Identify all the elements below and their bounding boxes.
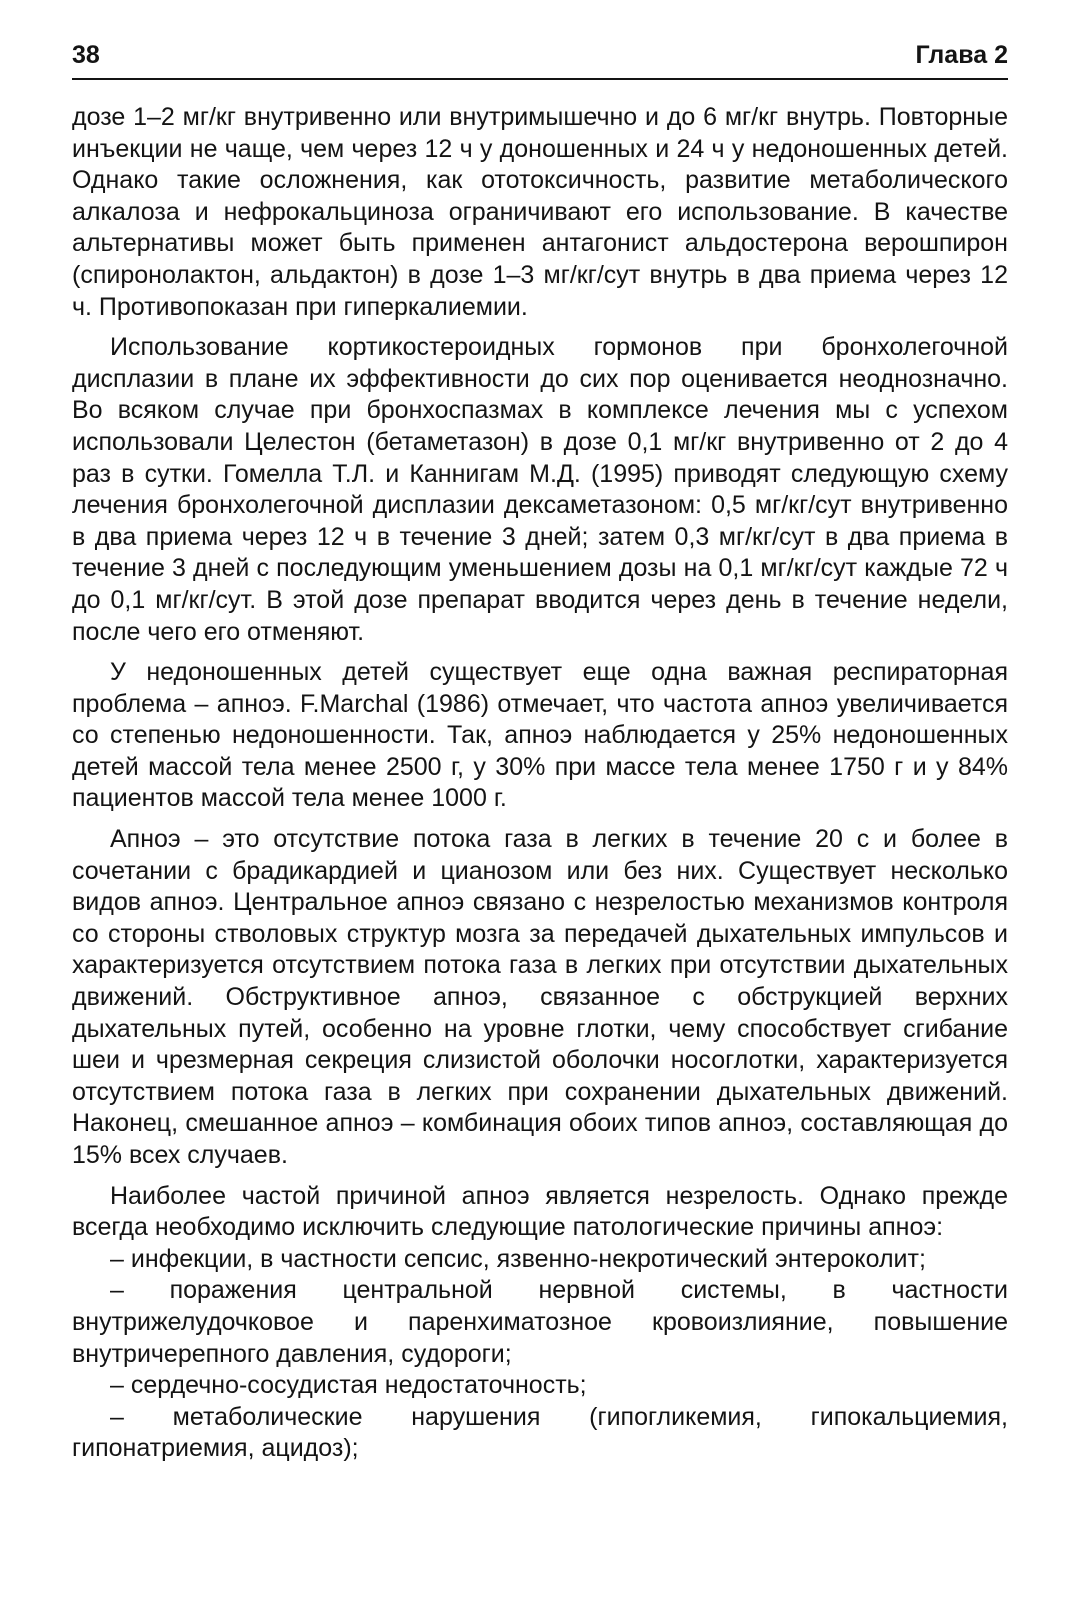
list-item: – сердечно-сосудистая недостаточность; [110, 1371, 587, 1400]
chapter-title: Глава 2 [915, 41, 1008, 69]
running-head [72, 40, 1008, 80]
paragraph: У недоношенных детей существует еще одна важная респираторная проблема – апноэ. F.Marchal (1986) отмечает, что частота апноэ увеличивается со степенью недоношенности. Так, апноэ наблюдается у 25% недоношенных детей массой тела менее 2500 г, у 30% при массе тела менее 1750 г и у 84% пациентов массой тела менее 1000 г. [72, 658, 1008, 813]
body-text [72, 102, 1008, 1465]
paragraph: Апноэ – это отсутствие потока газа в легких в течение 20 с и более в сочетании с брадикардией и цианозом или без них. Существует несколько видов апноэ. Центральное апноэ связано с незрелостью механизмов контроля со стороны стволовых структур мозга за передачей дыхательных импульсов и характеризуется отсутствием потока газа в легких при отсутствии дыхательных движений. Обструктивное апноэ, связанное с обструкцией верхних дыхательных путей, особенно на уровне глотки, чему способствует сгибание шеи и чрезмерная секреция слизистой оболочки носоглотки, характеризуется отсутствием потока газа в легких при сохранении дыхательных движений. Наконец, смешанное апноэ – комбинация обоих типов апноэ, составляющая до 15% всех случаев. [72, 825, 1008, 1169]
paragraph: Наиболее частой причиной апноэ является незрелость. Однако прежде всегда необходимо исключить следующие патологические причины апноэ: [72, 1181, 1008, 1242]
page-number: 38 [72, 41, 100, 69]
book-page [72, 40, 1008, 1465]
paragraph: дозе 1–2 мг/кг внутривенно или внутримышечно и до 6 мг/кг внутрь. Повторные инъекции не чаще, чем через 12 ч у доношенных и 24 ч у недоношенных детей. Однако такие осложнения, как ототоксичность, развитие метаболического алкалоза и нефрокальциноза ограничивают его использование. В качестве альтернативы может быть применен антагонист альдостерона верошпирон (спиронолактон, альдактон) в дозе 1–3 мг/кг/сут внутрь в два приема через 12 ч. Противопоказан при гиперкалиемии. [72, 103, 1008, 321]
paragraph: Использование кортикостероидных гормонов при бронхолегочной дисплазии в плане их эффективности до сих пор оценивается неоднозначно. Во всяком случае при бронхоспазмах в комплексе лечения мы с успехом использовали Целестон (бетаметазон) в дозе 0,1 мг/кг внутривенно от 2 до 4 раз в сутки. Гомелла Т.Л. и Каннигам М.Д. (1995) приводят следующую схему лечения бронхолегочной дисплазии дексаметазоном: 0,5 мг/кг/сут внутривенно в два приема через 12 ч в течение 3 дней; затем 0,3 мг/кг/сут в два приема в течение 3 дней с последующим уменьшением дозы на 0,1 мг/кг/сут каждые 72 ч до 0,1 мг/кг/сут. В этой дозе препарат вводится через день в течение недели, после чего его отменяют. [72, 333, 1008, 646]
list-item: – метаболические нарушения (гипогликемия, гипокальциемия, гипонатриемия, ацидоз); [72, 1402, 1008, 1463]
list-item: – инфекции, в частности сепсис, язвенно-некротический энтероколит; [110, 1244, 926, 1273]
list-item: – поражения центральной нервной системы, в частности внутрижелудочковое и паренхиматозное кровоизлияние, повышение внутричерепного давления, судороги; [72, 1276, 1008, 1368]
